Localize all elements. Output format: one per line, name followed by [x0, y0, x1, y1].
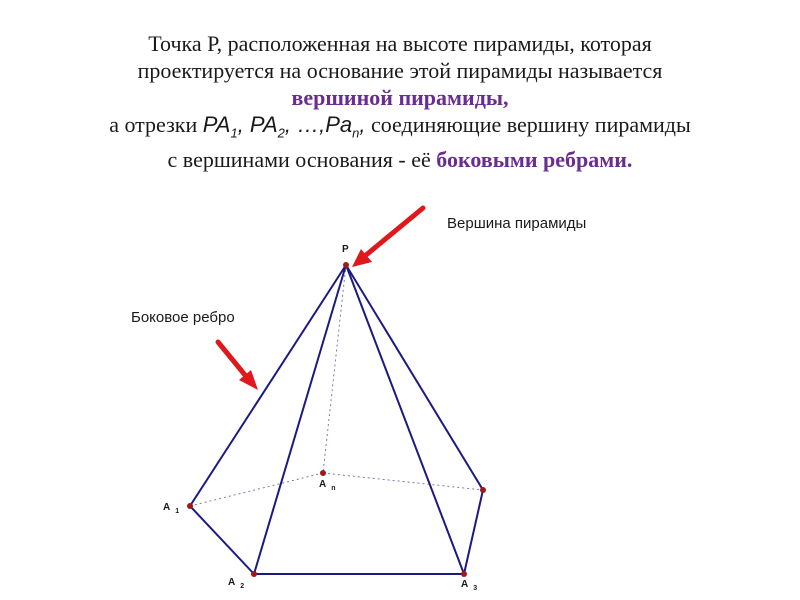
label-an-letter: A — [319, 479, 327, 490]
label-p: P — [342, 244, 349, 255]
label-an — [319, 479, 336, 492]
label-a1-letter: A — [163, 502, 171, 513]
vertex-an — [320, 470, 326, 476]
term-lateral-edges: боковыми ребрами. — [436, 147, 633, 173]
text-line-5-start: с вершинами основания - её — [167, 147, 437, 173]
base-edge-a1-a2 — [190, 506, 254, 574]
callout-apex-label: Вершина пирамиды — [447, 215, 587, 232]
lateral-edge-pa3 — [346, 265, 464, 574]
label-a3-letter: A — [461, 579, 469, 590]
lateral-edge-pa1 — [190, 265, 346, 506]
segment-pa2-sub: 2 — [277, 125, 285, 141]
segment-pa1: PA — [202, 112, 231, 137]
label-a2 — [228, 577, 244, 590]
lateral-edge-pa2 — [254, 265, 346, 574]
callout-edge-label: Боковое ребро — [131, 309, 235, 326]
vertex-labels — [163, 244, 477, 592]
base-edge-a3-a4 — [464, 490, 483, 574]
segment-pan-sub: n — [352, 125, 360, 141]
hidden-edges — [190, 265, 483, 506]
arrow-to-edge — [218, 342, 258, 390]
term-apex: вершиной пирамиды, — [291, 85, 509, 110]
vertex-a1 — [187, 503, 193, 509]
text-line-1: Точка Р, расположенная на высоте пирамиды, которая — [148, 31, 652, 56]
label-a2-sub: 2 — [240, 583, 245, 590]
label-a2-letter: A — [228, 577, 236, 588]
vertex-a3 — [461, 571, 467, 577]
hidden-edge-an-a4 — [323, 473, 483, 490]
text-line-4-end: соединяющие вершину пирамиды — [365, 112, 691, 137]
text-line-4-start: а отрезки — [109, 112, 203, 137]
text-line-2: проектируется на основание этой пирамиды называется — [137, 58, 663, 83]
segment-end: , — [359, 112, 366, 137]
segment-pan: , …,Pa — [284, 112, 353, 137]
label-a3-sub: 3 — [473, 585, 478, 592]
segment-pa1-sub: 1 — [230, 125, 238, 141]
label-a3 — [461, 579, 477, 592]
arrow-to-edge-shaft — [218, 342, 245, 375]
label-a1 — [163, 502, 179, 515]
vertex-a2 — [251, 571, 257, 577]
label-an-sub: n — [331, 485, 336, 492]
arrow-to-apex-shaft — [366, 208, 423, 255]
lateral-edge-pa4 — [346, 265, 483, 490]
hidden-edge-a1-an — [190, 473, 323, 506]
segment-pa2: , PA — [237, 112, 278, 137]
arrow-to-apex — [352, 208, 423, 267]
vertex-p — [343, 262, 349, 268]
label-a1-sub: 1 — [175, 508, 180, 515]
vertex-a4 — [480, 487, 486, 493]
